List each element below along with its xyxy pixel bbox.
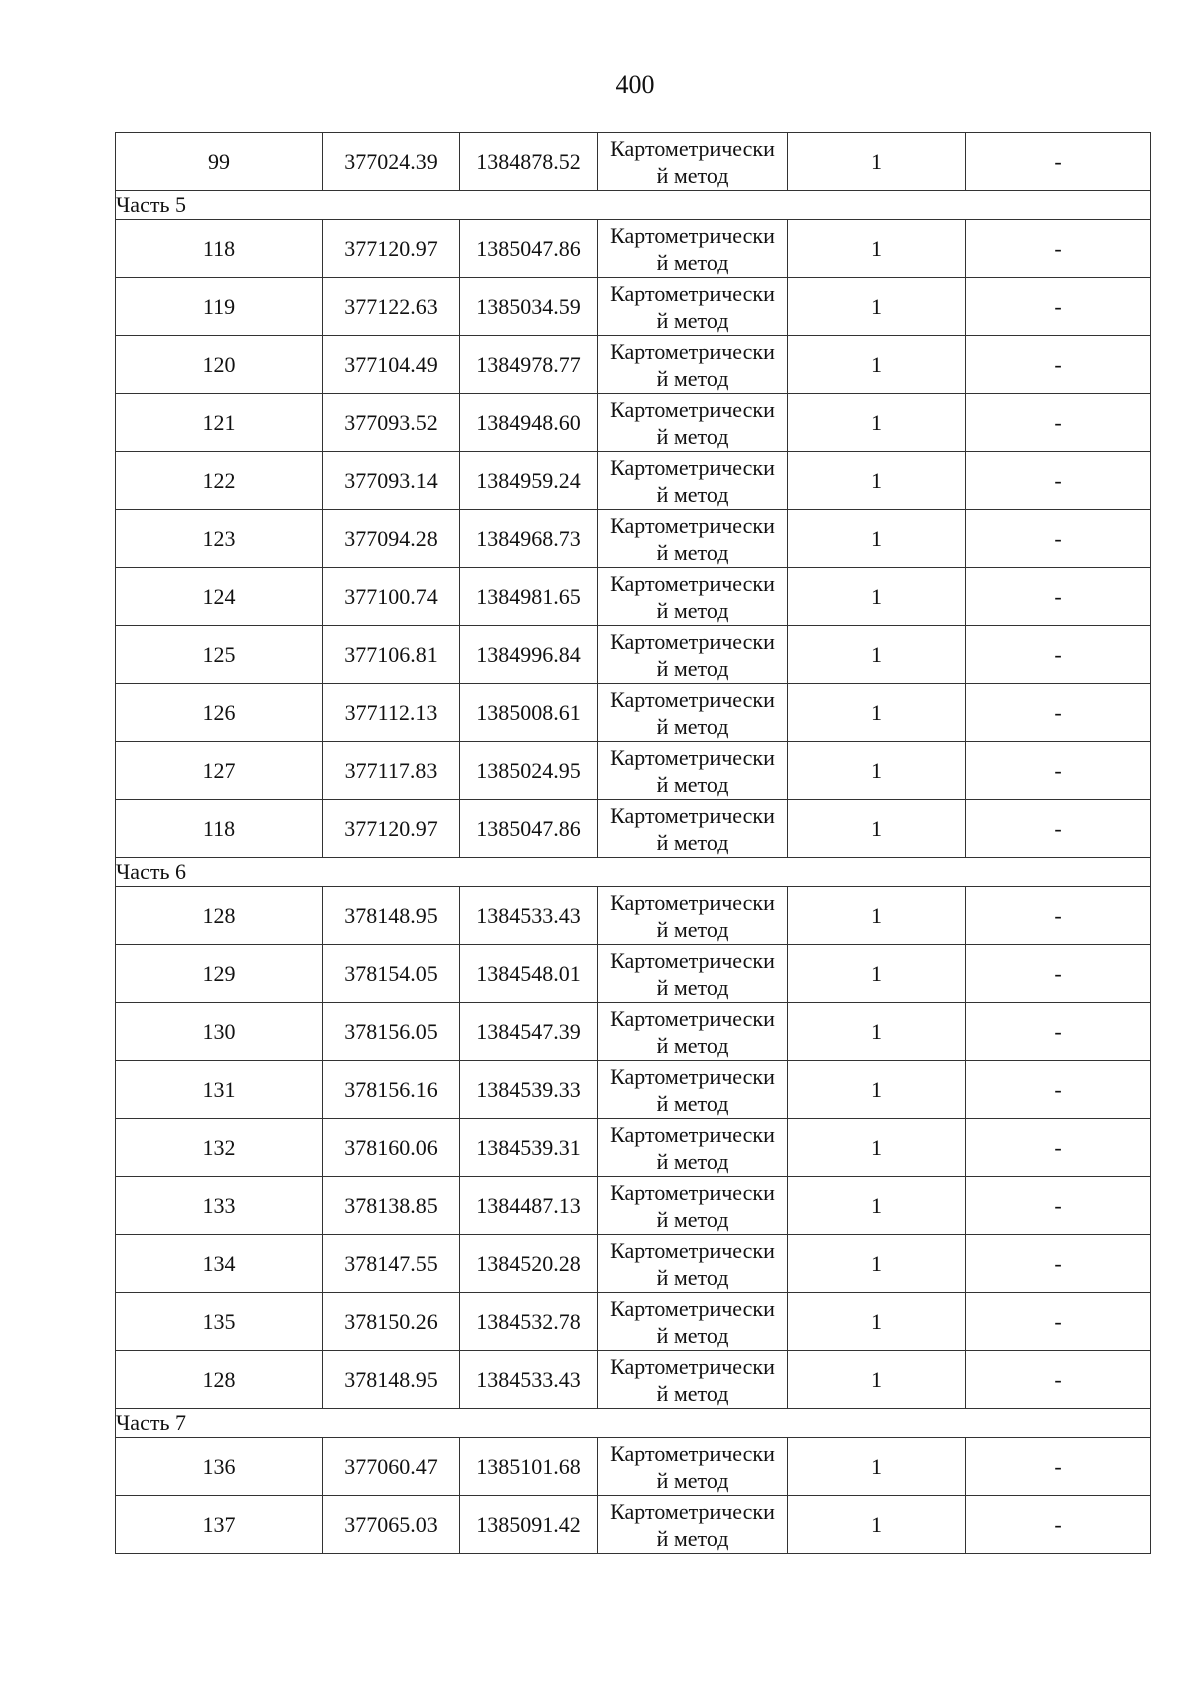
y-coordinate-cell: 1384878.52 xyxy=(460,133,598,191)
point-number-cell: 134 xyxy=(116,1235,323,1293)
x-coordinate-cell: 377060.47 xyxy=(323,1438,460,1496)
method-cell xyxy=(598,1177,788,1235)
table-row xyxy=(116,452,1151,510)
method-cell xyxy=(598,394,788,452)
note-cell: - xyxy=(966,394,1151,452)
y-coordinate-cell: 1384487.13 xyxy=(460,1177,598,1235)
method-text-line2: й метод xyxy=(656,1467,729,1493)
method-text-line2: й метод xyxy=(656,162,729,188)
method-text-line1: Картометрически xyxy=(610,338,775,364)
method-text-line2: й метод xyxy=(656,1090,729,1116)
method-text-line1: Картометрически xyxy=(610,454,775,480)
table-row xyxy=(116,1235,1151,1293)
note-cell: - xyxy=(966,452,1151,510)
point-number-cell: 130 xyxy=(116,1003,323,1061)
accuracy-cell: 1 xyxy=(788,1003,966,1061)
table-row xyxy=(116,510,1151,568)
y-coordinate-cell: 1385101.68 xyxy=(460,1438,598,1496)
note-cell: - xyxy=(966,1496,1151,1554)
method-cell xyxy=(598,742,788,800)
method-text-line1: Картометрически xyxy=(610,686,775,712)
note-cell: - xyxy=(966,1438,1151,1496)
table-row xyxy=(116,336,1151,394)
accuracy-cell: 1 xyxy=(788,1119,966,1177)
y-coordinate-cell: 1385091.42 xyxy=(460,1496,598,1554)
table-row xyxy=(116,1119,1151,1177)
table-body xyxy=(116,133,1151,1554)
method-cell xyxy=(598,278,788,336)
y-coordinate-cell: 1384533.43 xyxy=(460,1351,598,1409)
accuracy-cell: 1 xyxy=(788,1235,966,1293)
y-coordinate-cell: 1384532.78 xyxy=(460,1293,598,1351)
table-row xyxy=(116,887,1151,945)
y-coordinate-cell: 1384539.33 xyxy=(460,1061,598,1119)
y-coordinate-cell: 1384533.43 xyxy=(460,887,598,945)
x-coordinate-cell: 377112.13 xyxy=(323,684,460,742)
note-cell: - xyxy=(966,278,1151,336)
note-cell: - xyxy=(966,133,1151,191)
point-number-cell: 118 xyxy=(116,800,323,858)
method-text-line2: й метод xyxy=(656,307,729,333)
section-label: Часть 5 xyxy=(116,191,1151,220)
method-cell xyxy=(598,133,788,191)
method-text-line2: й метод xyxy=(656,974,729,1000)
accuracy-cell: 1 xyxy=(788,887,966,945)
section-label: Часть 7 xyxy=(116,1409,1151,1438)
table-row xyxy=(116,220,1151,278)
x-coordinate-cell: 377065.03 xyxy=(323,1496,460,1554)
note-cell: - xyxy=(966,945,1151,1003)
note-cell: - xyxy=(966,626,1151,684)
accuracy-cell: 1 xyxy=(788,1293,966,1351)
method-text-line1: Картометрически xyxy=(610,1295,775,1321)
y-coordinate-cell: 1385047.86 xyxy=(460,800,598,858)
note-cell: - xyxy=(966,800,1151,858)
method-text-line2: й метод xyxy=(656,539,729,565)
accuracy-cell: 1 xyxy=(788,510,966,568)
point-number-cell: 126 xyxy=(116,684,323,742)
accuracy-cell: 1 xyxy=(788,1351,966,1409)
point-number-cell: 121 xyxy=(116,394,323,452)
method-cell xyxy=(598,1351,788,1409)
note-cell: - xyxy=(966,1235,1151,1293)
y-coordinate-cell: 1384968.73 xyxy=(460,510,598,568)
method-text-line1: Картометрически xyxy=(610,570,775,596)
x-coordinate-cell: 377120.97 xyxy=(323,800,460,858)
method-text-line1: Картометрически xyxy=(610,744,775,770)
y-coordinate-cell: 1384978.77 xyxy=(460,336,598,394)
accuracy-cell: 1 xyxy=(788,684,966,742)
y-coordinate-cell: 1385008.61 xyxy=(460,684,598,742)
method-cell xyxy=(598,220,788,278)
method-text-line1: Картометрически xyxy=(610,1440,775,1466)
point-number-cell: 123 xyxy=(116,510,323,568)
page-number: 400 xyxy=(615,70,655,99)
method-text-line1: Картометрически xyxy=(610,396,775,422)
point-number-cell: 128 xyxy=(116,1351,323,1409)
y-coordinate-cell: 1384996.84 xyxy=(460,626,598,684)
method-cell xyxy=(598,626,788,684)
note-cell: - xyxy=(966,220,1151,278)
method-text-line2: й метод xyxy=(656,597,729,623)
table-row xyxy=(116,626,1151,684)
point-number-cell: 127 xyxy=(116,742,323,800)
method-text-line1: Картометрически xyxy=(610,1179,775,1205)
method-text-line2: й метод xyxy=(656,249,729,275)
table-row xyxy=(116,742,1151,800)
method-text-line2: й метод xyxy=(656,1148,729,1174)
point-number-cell: 120 xyxy=(116,336,323,394)
point-number-cell: 133 xyxy=(116,1177,323,1235)
x-coordinate-cell: 378148.95 xyxy=(323,1351,460,1409)
method-cell xyxy=(598,452,788,510)
note-cell: - xyxy=(966,336,1151,394)
accuracy-cell: 1 xyxy=(788,1061,966,1119)
point-number-cell: 99 xyxy=(116,133,323,191)
note-cell: - xyxy=(966,887,1151,945)
accuracy-cell: 1 xyxy=(788,568,966,626)
method-text-line1: Картометрически xyxy=(610,947,775,973)
method-text-line1: Картометрически xyxy=(610,1005,775,1031)
method-text-line2: й метод xyxy=(656,1380,729,1406)
method-text-line1: Картометрически xyxy=(610,1237,775,1263)
note-cell: - xyxy=(966,684,1151,742)
accuracy-cell: 1 xyxy=(788,742,966,800)
accuracy-cell: 1 xyxy=(788,394,966,452)
method-cell xyxy=(598,1003,788,1061)
y-coordinate-cell: 1385047.86 xyxy=(460,220,598,278)
note-cell: - xyxy=(966,1177,1151,1235)
x-coordinate-cell: 377106.81 xyxy=(323,626,460,684)
table-row xyxy=(116,1438,1151,1496)
section-label: Часть 6 xyxy=(116,858,1151,887)
method-text-line1: Картометрически xyxy=(610,802,775,828)
y-coordinate-cell: 1384520.28 xyxy=(460,1235,598,1293)
point-number-cell: 131 xyxy=(116,1061,323,1119)
method-text-line2: й метод xyxy=(656,1525,729,1551)
note-cell: - xyxy=(966,742,1151,800)
x-coordinate-cell: 378156.05 xyxy=(323,1003,460,1061)
note-cell: - xyxy=(966,1061,1151,1119)
x-coordinate-cell: 378147.55 xyxy=(323,1235,460,1293)
accuracy-cell: 1 xyxy=(788,1438,966,1496)
coordinates-table xyxy=(115,132,1151,1554)
method-cell xyxy=(598,568,788,626)
method-text-line2: й метод xyxy=(656,481,729,507)
method-cell xyxy=(598,1061,788,1119)
method-text-line1: Картометрически xyxy=(610,222,775,248)
table-row xyxy=(116,278,1151,336)
method-cell xyxy=(598,1438,788,1496)
x-coordinate-cell: 377100.74 xyxy=(323,568,460,626)
section-row xyxy=(116,858,1151,887)
section-row xyxy=(116,191,1151,220)
note-cell: - xyxy=(966,568,1151,626)
method-text-line2: й метод xyxy=(656,365,729,391)
accuracy-cell: 1 xyxy=(788,1177,966,1235)
point-number-cell: 122 xyxy=(116,452,323,510)
method-text-line1: Картометрически xyxy=(610,1353,775,1379)
y-coordinate-cell: 1384959.24 xyxy=(460,452,598,510)
accuracy-cell: 1 xyxy=(788,336,966,394)
x-coordinate-cell: 377104.49 xyxy=(323,336,460,394)
table-row xyxy=(116,394,1151,452)
x-coordinate-cell: 377120.97 xyxy=(323,220,460,278)
method-text-line1: Картометрически xyxy=(610,280,775,306)
x-coordinate-cell: 377122.63 xyxy=(323,278,460,336)
table-row xyxy=(116,1496,1151,1554)
point-number-cell: 136 xyxy=(116,1438,323,1496)
note-cell: - xyxy=(966,1003,1151,1061)
accuracy-cell: 1 xyxy=(788,452,966,510)
method-text-line2: й метод xyxy=(656,829,729,855)
point-number-cell: 128 xyxy=(116,887,323,945)
y-coordinate-cell: 1384539.31 xyxy=(460,1119,598,1177)
method-text-line2: й метод xyxy=(656,655,729,681)
method-text-line1: Картометрически xyxy=(610,1121,775,1147)
x-coordinate-cell: 377117.83 xyxy=(323,742,460,800)
table-row xyxy=(116,568,1151,626)
point-number-cell: 129 xyxy=(116,945,323,1003)
x-coordinate-cell: 377024.39 xyxy=(323,133,460,191)
method-text-line2: й метод xyxy=(656,1322,729,1348)
table-row xyxy=(116,684,1151,742)
table-row xyxy=(116,945,1151,1003)
point-number-cell: 124 xyxy=(116,568,323,626)
y-coordinate-cell: 1384948.60 xyxy=(460,394,598,452)
point-number-cell: 119 xyxy=(116,278,323,336)
method-text-line1: Картометрически xyxy=(610,1063,775,1089)
x-coordinate-cell: 378160.06 xyxy=(323,1119,460,1177)
table-row xyxy=(116,800,1151,858)
x-coordinate-cell: 378156.16 xyxy=(323,1061,460,1119)
accuracy-cell: 1 xyxy=(788,945,966,1003)
note-cell: - xyxy=(966,1351,1151,1409)
accuracy-cell: 1 xyxy=(788,1496,966,1554)
method-text-line2: й метод xyxy=(656,1032,729,1058)
method-text-line2: й метод xyxy=(656,1264,729,1290)
accuracy-cell: 1 xyxy=(788,800,966,858)
point-number-cell: 132 xyxy=(116,1119,323,1177)
method-cell xyxy=(598,1293,788,1351)
method-text-line2: й метод xyxy=(656,916,729,942)
method-cell xyxy=(598,336,788,394)
note-cell: - xyxy=(966,510,1151,568)
table-row xyxy=(116,1351,1151,1409)
accuracy-cell: 1 xyxy=(788,133,966,191)
x-coordinate-cell: 377094.28 xyxy=(323,510,460,568)
note-cell: - xyxy=(966,1119,1151,1177)
method-text-line1: Картометрически xyxy=(610,512,775,538)
point-number-cell: 125 xyxy=(116,626,323,684)
table-row xyxy=(116,1061,1151,1119)
accuracy-cell: 1 xyxy=(788,278,966,336)
x-coordinate-cell: 377093.14 xyxy=(323,452,460,510)
y-coordinate-cell: 1385034.59 xyxy=(460,278,598,336)
method-text-line1: Картометрически xyxy=(610,628,775,654)
method-text-line2: й метод xyxy=(656,1206,729,1232)
x-coordinate-cell: 378150.26 xyxy=(323,1293,460,1351)
method-cell xyxy=(598,945,788,1003)
method-text-line2: й метод xyxy=(656,713,729,739)
y-coordinate-cell: 1384548.01 xyxy=(460,945,598,1003)
method-text-line1: Картометрически xyxy=(610,889,775,915)
y-coordinate-cell: 1384981.65 xyxy=(460,568,598,626)
x-coordinate-cell: 378138.85 xyxy=(323,1177,460,1235)
x-coordinate-cell: 377093.52 xyxy=(323,394,460,452)
method-cell xyxy=(598,1496,788,1554)
x-coordinate-cell: 378148.95 xyxy=(323,887,460,945)
table-row xyxy=(116,1003,1151,1061)
method-cell xyxy=(598,1235,788,1293)
section-row xyxy=(116,1409,1151,1438)
table-row xyxy=(116,1293,1151,1351)
method-text-line1: Картометрически xyxy=(610,135,775,161)
accuracy-cell: 1 xyxy=(788,220,966,278)
point-number-cell: 135 xyxy=(116,1293,323,1351)
table-row xyxy=(116,133,1151,191)
method-text-line1: Картометрически xyxy=(610,1498,775,1524)
point-number-cell: 118 xyxy=(116,220,323,278)
note-cell: - xyxy=(966,1293,1151,1351)
accuracy-cell: 1 xyxy=(788,626,966,684)
method-cell xyxy=(598,887,788,945)
x-coordinate-cell: 378154.05 xyxy=(323,945,460,1003)
method-cell xyxy=(598,1119,788,1177)
method-cell xyxy=(598,684,788,742)
method-text-line2: й метод xyxy=(656,423,729,449)
y-coordinate-cell: 1385024.95 xyxy=(460,742,598,800)
y-coordinate-cell: 1384547.39 xyxy=(460,1003,598,1061)
table-row xyxy=(116,1177,1151,1235)
method-cell xyxy=(598,800,788,858)
method-text-line2: й метод xyxy=(656,771,729,797)
point-number-cell: 137 xyxy=(116,1496,323,1554)
method-cell xyxy=(598,510,788,568)
